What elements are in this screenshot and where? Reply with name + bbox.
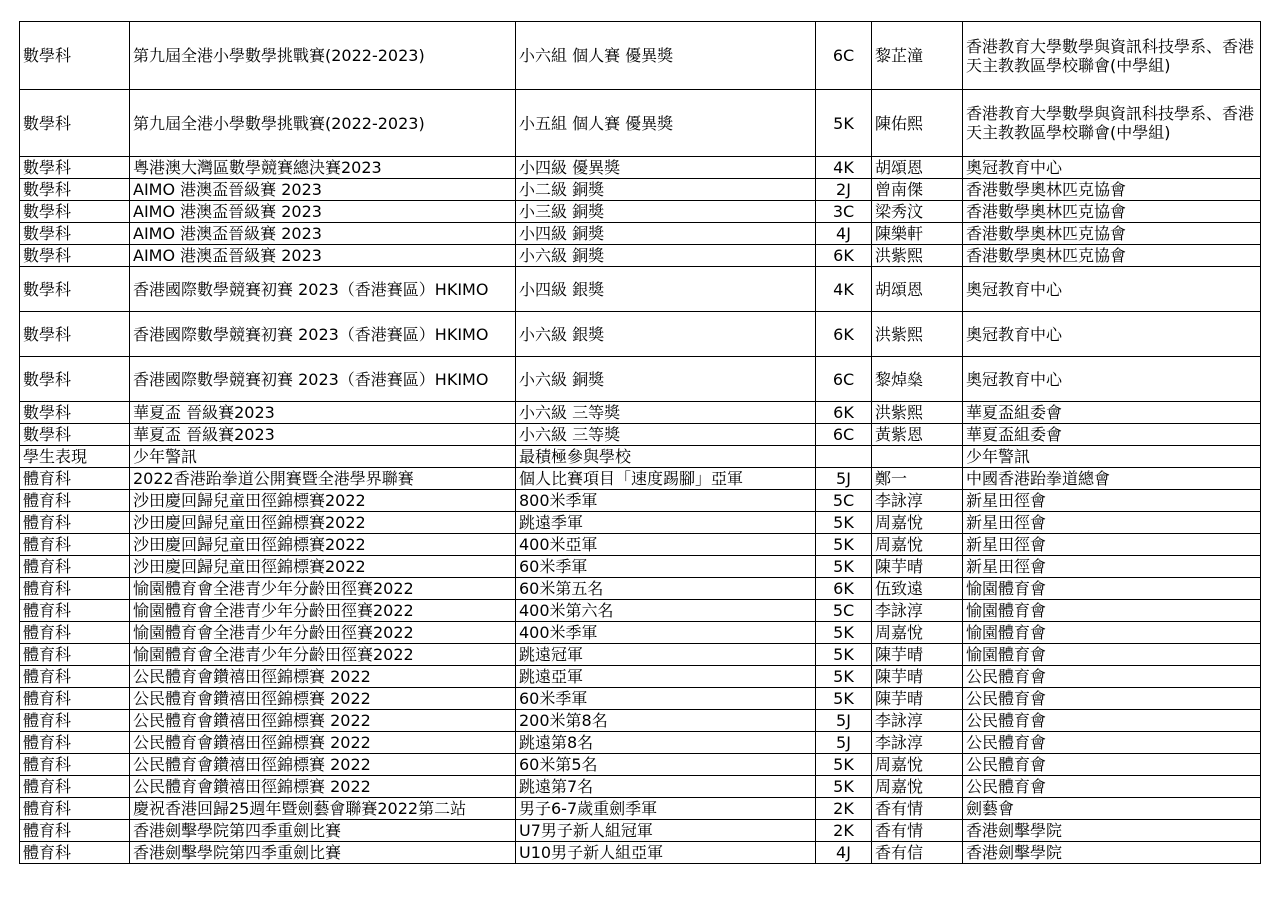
cell-class: 2K [816,820,872,842]
cell-subject: 體育科 [20,820,130,842]
cell-organizer: 愉園體育會 [963,578,1261,600]
cell-organizer: 新星田徑會 [963,490,1261,512]
cell-class: 5K [816,776,872,798]
cell-organizer: 公民體育會 [963,776,1261,798]
cell-event: AIMO 港澳盃晉級賽 2023 [130,245,516,267]
cell-award: 小六級 銅獎 [516,245,816,267]
cell-student: 陳佑熙 [872,90,963,157]
cell-student: 伍致遠 [872,578,963,600]
cell-class: 5C [816,490,872,512]
cell-organizer: 新星田徑會 [963,512,1261,534]
cell-award: 小二級 銅獎 [516,179,816,201]
cell-class: 5J [816,468,872,490]
table-row [20,600,1261,622]
table-row [20,754,1261,776]
cell-organizer: 華夏盃組委會 [963,424,1261,446]
cell-subject: 體育科 [20,556,130,578]
cell-organizer: 少年警訊 [963,446,1261,468]
table-row [20,22,1261,90]
table-row [20,179,1261,201]
cell-award: U10男子新人組亞軍 [516,842,816,864]
cell-subject: 數學科 [20,179,130,201]
cell-subject: 體育科 [20,776,130,798]
cell-award: 60米季軍 [516,556,816,578]
cell-student: 陳芋晴 [872,666,963,688]
cell-award: 跳遠第8名 [516,732,816,754]
cell-organizer: 香港數學奧林匹克協會 [963,179,1261,201]
cell-student: 香有情 [872,820,963,842]
cell-student: 陳芋晴 [872,688,963,710]
cell-subject: 體育科 [20,666,130,688]
table-row [20,201,1261,223]
cell-subject: 數學科 [20,90,130,157]
cell-award: 60米第5名 [516,754,816,776]
cell-class: 2J [816,179,872,201]
table-row [20,90,1261,157]
cell-award: 小三級 銅獎 [516,201,816,223]
cell-organizer: 香港教育大學數學與資訊科技學系、香港天主教教區學校聯會(中學組) [963,90,1261,157]
cell-award: 小六級 銅獎 [516,357,816,402]
cell-subject: 體育科 [20,732,130,754]
cell-organizer: 奧冠教育中心 [963,357,1261,402]
awards-table [19,21,1261,864]
cell-award: 400米亞軍 [516,534,816,556]
cell-event: 華夏盃 晉級賽2023 [130,402,516,424]
cell-event: 香港國際數學競賽初賽 2023（香港賽區）HKIMO [130,357,516,402]
cell-event: 少年警訊 [130,446,516,468]
cell-class: 5K [816,622,872,644]
cell-class: 2K [816,798,872,820]
cell-subject: 體育科 [20,710,130,732]
table-row [20,622,1261,644]
cell-student: 李詠淳 [872,490,963,512]
cell-award: 小六級 三等獎 [516,402,816,424]
cell-subject: 數學科 [20,157,130,179]
cell-organizer: 奧冠教育中心 [963,267,1261,312]
cell-student: 黃紫恩 [872,424,963,446]
cell-event: 粵港澳大灣區數學競賽總決賽2023 [130,157,516,179]
cell-class: 4K [816,157,872,179]
cell-student: 胡頌恩 [872,267,963,312]
cell-class: 5K [816,534,872,556]
cell-event: 2022香港跆拳道公開賽暨全港學界聯賽 [130,468,516,490]
cell-award: 400米第六名 [516,600,816,622]
cell-class: 6K [816,402,872,424]
cell-organizer: 中國香港跆拳道總會 [963,468,1261,490]
cell-student: 李詠淳 [872,710,963,732]
cell-class: 5K [816,512,872,534]
cell-subject: 體育科 [20,512,130,534]
table-row [20,512,1261,534]
cell-organizer: 公民體育會 [963,732,1261,754]
cell-organizer: 奧冠教育中心 [963,157,1261,179]
cell-event: 沙田慶回歸兒童田徑錦標賽2022 [130,512,516,534]
cell-organizer: 愉園體育會 [963,600,1261,622]
cell-award: 小六級 銀獎 [516,312,816,357]
cell-award: 小五組 個人賽 優異獎 [516,90,816,157]
cell-subject: 數學科 [20,201,130,223]
table-row [20,732,1261,754]
cell-organizer: 香港劍擊學院 [963,842,1261,864]
cell-event: AIMO 港澳盃晉級賽 2023 [130,201,516,223]
cell-subject: 數學科 [20,402,130,424]
cell-student: 香有信 [872,842,963,864]
table-row [20,556,1261,578]
cell-subject: 體育科 [20,468,130,490]
cell-student: 周嘉悅 [872,622,963,644]
cell-event: 愉園體育會全港青少年分齡田徑賽2022 [130,600,516,622]
table-row [20,842,1261,864]
cell-award: 400米季軍 [516,622,816,644]
cell-subject: 學生表現 [20,446,130,468]
cell-class: 5K [816,644,872,666]
cell-organizer: 香港數學奧林匹克協會 [963,201,1261,223]
cell-class: 6C [816,357,872,402]
table-row [20,776,1261,798]
cell-class: 5K [816,90,872,157]
cell-student: 周嘉悅 [872,776,963,798]
cell-event: 香港國際數學競賽初賽 2023（香港賽區）HKIMO [130,312,516,357]
cell-class: 5K [816,556,872,578]
cell-class: 6K [816,245,872,267]
cell-event: 沙田慶回歸兒童田徑錦標賽2022 [130,490,516,512]
cell-student: 周嘉悅 [872,534,963,556]
cell-subject: 體育科 [20,490,130,512]
table-row [20,468,1261,490]
cell-event: 沙田慶回歸兒童田徑錦標賽2022 [130,556,516,578]
cell-subject: 體育科 [20,600,130,622]
cell-subject: 數學科 [20,223,130,245]
cell-award: U7男子新人組冠軍 [516,820,816,842]
cell-class [816,446,872,468]
cell-student: 香有情 [872,798,963,820]
cell-class: 4J [816,223,872,245]
cell-class: 4K [816,267,872,312]
table-row [20,798,1261,820]
cell-award: 200米第8名 [516,710,816,732]
cell-award: 個人比賽項目「速度踢腳」亞軍 [516,468,816,490]
table-row [20,578,1261,600]
cell-award: 跳遠亞軍 [516,666,816,688]
cell-class: 4J [816,842,872,864]
cell-subject: 體育科 [20,622,130,644]
cell-organizer: 香港數學奧林匹克協會 [963,245,1261,267]
cell-student: 胡頌恩 [872,157,963,179]
cell-class: 5J [816,732,872,754]
cell-student: 洪紫熙 [872,402,963,424]
cell-subject: 體育科 [20,578,130,600]
cell-class: 5J [816,710,872,732]
cell-event: 公民體育會鑽禧田徑錦標賽 2022 [130,710,516,732]
cell-award: 小四級 銀獎 [516,267,816,312]
table-row [20,490,1261,512]
cell-organizer: 香港數學奧林匹克協會 [963,223,1261,245]
cell-organizer: 奧冠教育中心 [963,312,1261,357]
cell-award: 小六組 個人賽 優異獎 [516,22,816,90]
table-row [20,710,1261,732]
table-row [20,424,1261,446]
cell-organizer: 愉園體育會 [963,622,1261,644]
cell-subject: 體育科 [20,534,130,556]
table-row [20,402,1261,424]
cell-event: 公民體育會鑽禧田徑錦標賽 2022 [130,732,516,754]
table-row [20,644,1261,666]
cell-class: 6K [816,578,872,600]
cell-award: 跳遠季軍 [516,512,816,534]
table-row [20,820,1261,842]
awards-table-body [20,22,1261,864]
cell-subject: 數學科 [20,424,130,446]
cell-organizer: 新星田徑會 [963,534,1261,556]
table-row [20,534,1261,556]
cell-organizer: 劍藝會 [963,798,1261,820]
cell-class: 6K [816,312,872,357]
cell-subject: 數學科 [20,357,130,402]
cell-subject: 數學科 [20,312,130,357]
cell-event: 公民體育會鑽禧田徑錦標賽 2022 [130,666,516,688]
cell-organizer: 公民體育會 [963,710,1261,732]
cell-student: 黎芷潼 [872,22,963,90]
cell-award: 跳遠第7名 [516,776,816,798]
cell-class: 5C [816,600,872,622]
cell-event: 沙田慶回歸兒童田徑錦標賽2022 [130,534,516,556]
table-row [20,446,1261,468]
cell-award: 60米季軍 [516,688,816,710]
cell-subject: 數學科 [20,267,130,312]
cell-event: 華夏盃 晉級賽2023 [130,424,516,446]
cell-award: 最積極參與學校 [516,446,816,468]
cell-award: 跳遠冠軍 [516,644,816,666]
cell-award: 小六級 三等獎 [516,424,816,446]
cell-organizer: 公民體育會 [963,754,1261,776]
cell-event: 公民體育會鑽禧田徑錦標賽 2022 [130,776,516,798]
cell-organizer: 新星田徑會 [963,556,1261,578]
cell-subject: 體育科 [20,754,130,776]
cell-student: 梁秀汶 [872,201,963,223]
table-row [20,157,1261,179]
cell-class: 5K [816,688,872,710]
cell-event: 公民體育會鑽禧田徑錦標賽 2022 [130,688,516,710]
cell-class: 6C [816,424,872,446]
cell-class: 5K [816,754,872,776]
cell-organizer: 公民體育會 [963,688,1261,710]
cell-event: 香港劍擊學院第四季重劍比賽 [130,820,516,842]
cell-subject: 數學科 [20,22,130,90]
cell-student: 陳芋晴 [872,644,963,666]
cell-event: 香港劍擊學院第四季重劍比賽 [130,842,516,864]
cell-award: 男子6-7歲重劍季軍 [516,798,816,820]
table-row [20,267,1261,312]
cell-student: 洪紫熙 [872,312,963,357]
cell-student: 周嘉悅 [872,512,963,534]
cell-event: 第九屆全港小學數學挑戰賽(2022-2023) [130,22,516,90]
cell-class: 3C [816,201,872,223]
cell-student: 曾南傑 [872,179,963,201]
cell-event: 愉園體育會全港青少年分齡田徑賽2022 [130,622,516,644]
cell-organizer: 公民體育會 [963,666,1261,688]
cell-event: 公民體育會鑽禧田徑錦標賽 2022 [130,754,516,776]
table-row [20,245,1261,267]
cell-event: 愉園體育會全港青少年分齡田徑賽2022 [130,644,516,666]
cell-event: 香港國際數學競賽初賽 2023（香港賽區）HKIMO [130,267,516,312]
cell-class: 5K [816,666,872,688]
cell-student: 黎焯燊 [872,357,963,402]
cell-subject: 體育科 [20,644,130,666]
table-row [20,223,1261,245]
cell-student: 陳芋晴 [872,556,963,578]
table-row [20,688,1261,710]
cell-organizer: 香港劍擊學院 [963,820,1261,842]
cell-subject: 體育科 [20,842,130,864]
table-row [20,357,1261,402]
cell-subject: 體育科 [20,798,130,820]
table-row [20,666,1261,688]
cell-student: 李詠淳 [872,732,963,754]
cell-organizer: 愉園體育會 [963,644,1261,666]
cell-student: 李詠淳 [872,600,963,622]
cell-event: AIMO 港澳盃晉級賽 2023 [130,179,516,201]
cell-student: 洪紫熙 [872,245,963,267]
cell-subject: 數學科 [20,245,130,267]
cell-event: 慶祝香港回歸25週年暨劍藝會聯賽2022第二站 [130,798,516,820]
cell-organizer: 華夏盃組委會 [963,402,1261,424]
cell-event: 第九屆全港小學數學挑戰賽(2022-2023) [130,90,516,157]
cell-award: 60米第五名 [516,578,816,600]
cell-student [872,446,963,468]
table-row [20,312,1261,357]
cell-student: 周嘉悅 [872,754,963,776]
cell-award: 小四級 銅獎 [516,223,816,245]
cell-class: 6C [816,22,872,90]
cell-event: 愉園體育會全港青少年分齡田徑賽2022 [130,578,516,600]
cell-award: 小四級 優異獎 [516,157,816,179]
cell-event: AIMO 港澳盃晉級賽 2023 [130,223,516,245]
cell-subject: 體育科 [20,688,130,710]
cell-student: 鄭一 [872,468,963,490]
cell-student: 陳樂軒 [872,223,963,245]
cell-award: 800米季軍 [516,490,816,512]
cell-organizer: 香港教育大學數學與資訊科技學系、香港天主教教區學校聯會(中學組) [963,22,1261,90]
